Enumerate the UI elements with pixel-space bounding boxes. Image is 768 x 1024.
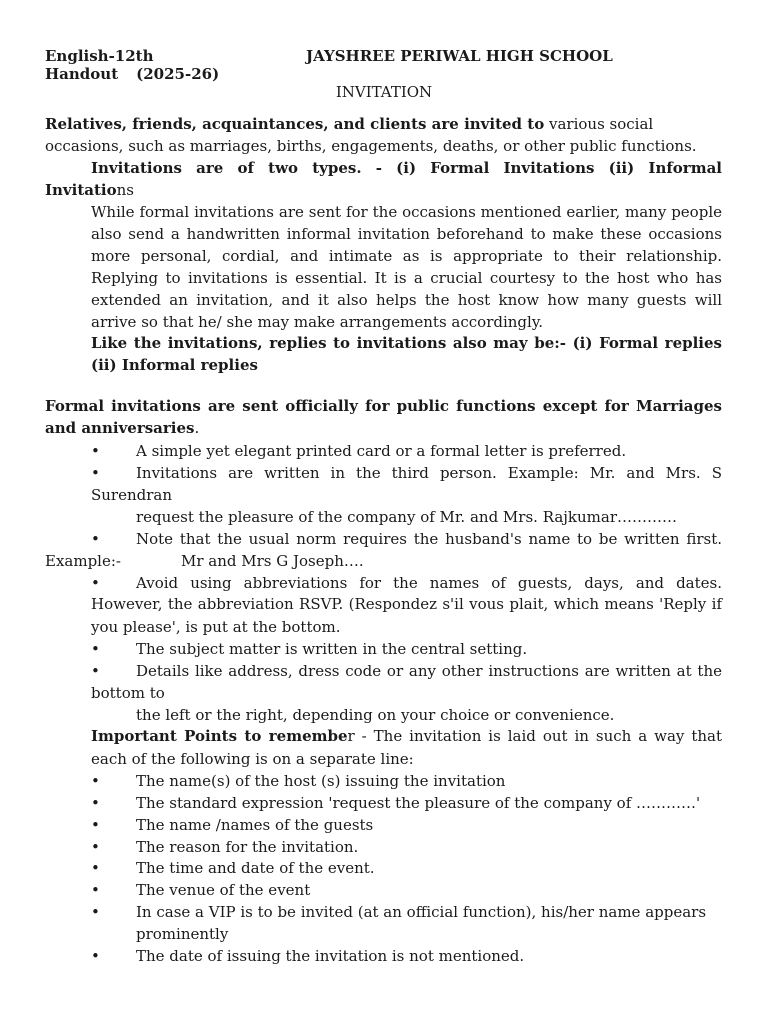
example-text: Mr and Mrs G Joseph…. xyxy=(181,552,364,570)
formal-point-2-line-2: Surendran xyxy=(91,486,173,504)
bullet-icon: • xyxy=(91,442,100,460)
important-rest: r - The invitation is laid out in such a way that xyxy=(347,727,722,745)
formal-heading xyxy=(45,396,722,440)
bullet-icon: • xyxy=(91,881,100,899)
list-item: The date of issuing the invitation is not mentioned. xyxy=(136,947,525,965)
bullet-icon: • xyxy=(91,794,100,812)
formal-point-1: A simple yet elegant printed card or a formal letter is preferred. xyxy=(136,442,627,460)
bullet-icon: • xyxy=(91,662,100,680)
bullet-icon: • xyxy=(91,816,100,834)
types-paragraph xyxy=(45,158,722,202)
important-points-line-2: each of the following is on a separate line: xyxy=(91,750,414,768)
important-points-line-1 xyxy=(91,726,722,748)
formal-informal-paragraph: While formal invitations are sent for the occasions mentioned earlier, many people also send a handwritten informal invitation beforehand to make these occasions more personal, cordial, and intimate as is appropriate to their relationship. Replying to invitations is essential. It is a crucial courtesy to the host who has extended an invitation, and it also helps the host know how many guests will arrive so that he/ she may make arrangements accordingly. xyxy=(91,203,722,331)
intro-bold: Relatives, friends, acquaintances, and clients are invited to xyxy=(45,115,545,133)
types-bold: Invitations are of two types. - (i) Formal Invitations (ii) Informal Invitatio xyxy=(45,159,722,199)
formal-point-4-line-1: Avoid using abbreviations for the names of guests, days, and dates. xyxy=(136,574,722,592)
formal-point-4-line-3: you please', is put at the bottom. xyxy=(91,618,341,636)
formal-point-4-line-2: However, the abbreviation RSVP. (Respondez s'il vous plait, which means 'Reply if xyxy=(91,595,722,613)
formal-point-3-line-1: Note that the usual norm requires the husband's name to be written first. xyxy=(136,530,722,548)
formal-heading-rest: . xyxy=(194,418,200,437)
handout-text: Handout xyxy=(45,65,119,83)
list-item: The time and date of the event. xyxy=(136,859,375,877)
bullet-icon: • xyxy=(91,574,100,592)
list-item: The venue of the event xyxy=(136,881,311,899)
types-rest: ns xyxy=(116,180,134,199)
bullet-icon: • xyxy=(91,859,100,877)
replies-paragraph: Like the invitations, replies to invitations also may be:- (i) Formal replies (ii) Informal replies xyxy=(91,334,722,374)
list-item: In case a VIP is to be invited (at an official function), his/her name appears prominently xyxy=(136,903,707,943)
list-item: The reason for the invitation. xyxy=(136,838,359,856)
important-bold: Important Points to remembe xyxy=(91,727,348,745)
example-label: Example:- xyxy=(45,552,121,570)
list-item: The standard expression 'request the pleasure of the company of …………' xyxy=(136,794,701,812)
formal-point-6-line-3: the left or the right, depending on your choice or convenience. xyxy=(136,706,615,724)
formal-point-5: The subject matter is written in the central setting. xyxy=(136,640,528,658)
page-title: INVITATION xyxy=(335,83,433,101)
bullet-icon: • xyxy=(91,947,100,965)
subject-label: English-12th xyxy=(45,47,154,65)
bullet-icon: • xyxy=(91,640,100,658)
formal-point-2-line-3: request the pleasure of the company of Mr. and Mrs. Rajkumar………… xyxy=(136,508,678,526)
intro-rest: various social occasions, such as marriages, births, engagements, deaths, or other public functions. xyxy=(45,115,697,155)
bullet-icon: • xyxy=(91,903,100,921)
bullet-icon: • xyxy=(91,772,100,790)
school-name: JAYSHREE PERIWAL HIGH SCHOOL xyxy=(306,47,613,65)
formal-point-6-line-1: Details like address, dress code or any other instructions are written at the xyxy=(136,662,722,680)
formal-point-6-line-2: bottom to xyxy=(91,684,165,702)
list-item: The name(s) of the host (s) issuing the invitation xyxy=(136,772,506,790)
session-text: (2025-26) xyxy=(136,65,220,83)
formal-point-2-line-1: Invitations are written in the third person. Example: Mr. and Mrs. S xyxy=(136,464,722,482)
formal-heading-bold: Formal invitations are sent officially for public functions except for Marriages and anniversaries xyxy=(45,397,722,437)
bullet-icon: • xyxy=(91,838,100,856)
bullet-icon: • xyxy=(91,464,100,482)
list-item: The name /names of the guests xyxy=(136,816,374,834)
intro-paragraph xyxy=(45,114,722,158)
bullet-icon: • xyxy=(91,530,100,548)
